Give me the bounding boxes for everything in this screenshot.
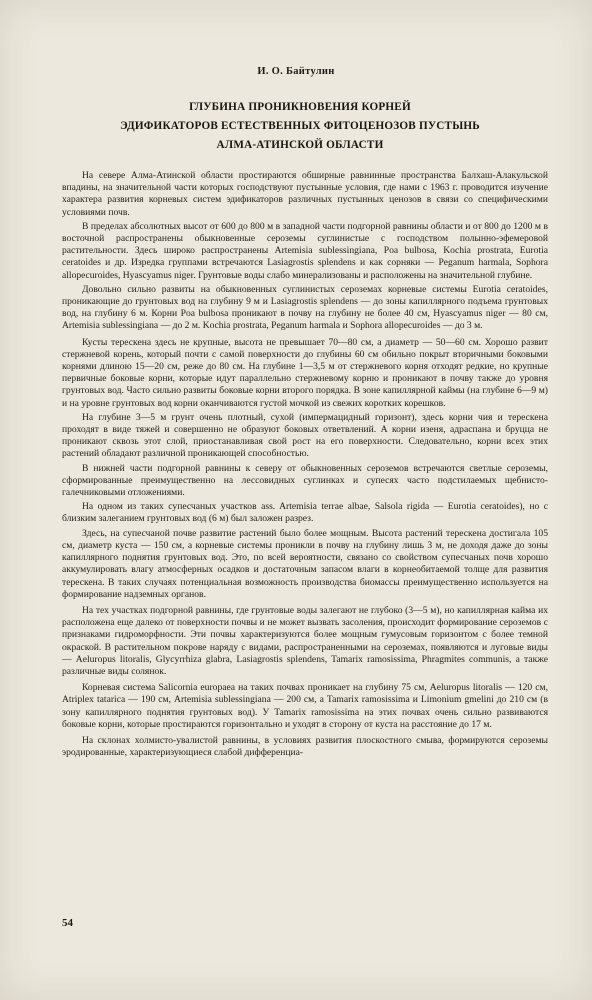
paragraph-5: На глубине 3—5 м грунт очень плотный, сухой (импермацидный горизонт), здесь корни чия и терескена проходят в виде тяжей и совершенно не образуют боковых ответвлений. А корни изеня, адраспана и бруцца не проникают сквозь этот слой, приостанавливая свой рост на его поверхности. Следовательно, корни всех этих растений обладают различной проникающей способностью. — [62, 411, 548, 460]
title-line-1: ГЛУБИНА ПРОНИКНОВЕНИЯ КОРНЕЙ — [189, 101, 411, 113]
page-number: 54 — [62, 917, 73, 929]
article-body — [62, 170, 548, 761]
show-through-marks — [330, 6, 570, 36]
paragraph-7: На одном из таких супесчаных участков ass. Artemisia terrae albae, Salsola rigida — Eurotia ceratoides), но с близким залеганием грунтовых вод (6 м) был заложен разрез. — [62, 501, 548, 525]
paragraph-2: В пределах абсолютных высот от 600 до 800 м в западной части подгорной равнины области и от 800 до 1200 м в восточной распространены обыкновенные сероземы суглинистые с господством полынно-эфемеровой растительности. Здесь широко распространены Artemisia sublessingiana, Poa bulbosa, Kochia prostrata, Eurotia ceratoides и др. Изредка группами встречаются Lasiagrostis splendens и как сорняки — Peganum harmala, Sophora allopecuroides, Hyascyamus niger. Грунтовые воды слабо минерализованы и расположены на значительной глубине. — [62, 220, 548, 281]
title-line-2: ЭДИФИКАТОРОВ ЕСТЕСТВЕННЫХ ФИТОЦЕНОЗОВ ПУСТЫНЬ — [120, 120, 480, 132]
paragraph-9: На тех участках подгорной равнины, где грунтовые воды залегают не глубоко (3—5 м), но капиллярная кайма их расположена еще далеко от поверхности почвы и не может вызвать засоления, происходит формирование сероземов с признаками гидроморфности. Эти почвы характеризуются более мощным гумусовым горизонтом с более темной окраской. В растительном покрове наряду с видами, распространенными на сероземах, появляются и луговые виды — Aeluropus litoralis, Glycyrrhiza glabra, Lasiagrostis splendens, Tamarix ramosissima, Phragmites communis, а также различные виды солянок. — [62, 604, 548, 677]
article-title — [60, 98, 540, 155]
paragraph-4: Кусты терескена здесь не крупные, высота не превышает 70—80 см, а диаметр — 50—60 см. Хорошо развит стержневой корень, который почти с самой поверхности до глубины 60 см обильно покрыт вторичными боковыми корнями длиною 15—20 см, реже до 80 см. На глубине 1—3,5 м от стержневого корня отходят редкие, но крупные первичные боковые корни, которые идут параллельно стержневому корню и проникают в почву также до уровня грунтовых вод. Часто сильно развиты боковые корни второго порядка. В зоне капиллярной каймы (на глубине 6—9 м) и на уровне грунтовых вод корни оканчиваются густой мочкой из свежих коротких корешков. — [62, 336, 548, 409]
paragraph-8: Здесь, на супесчаной почве развитие растений было более мощным. Высота растений терескена достигала 105 см, диаметр куста — 150 см, а корневые системы проникли в почву на глубину лишь 3 м, не доходя даже до зоны капиллярного поднятия грунтовых вод. Это, по всей вероятности, связано со свойством супесчаных почв хорошо аккумулировать влагу атмосферных осадков и достаточным запасом влаги в корнеобитаемой толще для развития терескена. В таких случаях потенциальная возможность производства биомассы преимущественно используется на формирование надземных органов. — [62, 527, 548, 600]
author-name: И. О. Байтулин — [257, 66, 335, 77]
paragraph-1: На севере Алма-Атинской области простираются обширные равнинные пространства Балхаш-Алакульской впадины, на значительной части которых господствуют пустынные условия, где нами с 1963 г. проводится изучение характера развития корневых систем эдификаторов различных пустынных ценозов в связи со специфическими условиями почв. — [62, 170, 548, 218]
paragraph-11: На склонах холмисто-увалистой равнины, в условиях развития плоскостного смыва, формируются сероземы эродированные, характеризующиеся слабой дифференциа- — [62, 734, 548, 759]
paragraph-10: Корневая система Salicornia europaea на таких почвах проникает на глубину 75 см, Aeluropus litoralis — 120 см, Atriplex tatarica — 190 см, Artemisia sublessingiana — 200 см, а Tamarix ramosissima и Limonium gmelini до 210 см (в зону капиллярного поднятия грунтовых вод). У Tamarix ramosissima на этих почвах очень сильно развиваются боковые корни, которые простираются горизонтально и уходят в сторону от куста на расстояние до 17 м. — [62, 682, 548, 730]
paragraph-6: В нижней части подгорной равнины к северу от обыкновенных сероземов встречаются светлые сероземы, сформированные преимущественно на лессовидных суглинках и супесях часто подстилаемых щебнисто-галечниковыми отложениями. — [62, 462, 548, 499]
paragraph-3: Довольно сильно развиты на обыкновенных суглинистых сероземах корневые системы Eurotia ceratoides, проникающие до грунтовых вод на глубину 9 м и Lasiagrostis splendens — до зоны капиллярного подъема грунтовых вод, на глубину 6 м. Корни Poa bulbosa проникают в почву на глубину не более 40 см, Hyascyamus niger — 80 см, Artemisia sublessingiana — до 2 м. Kochia prostrata, Peganum harmala и Sophora allopecuroides — до 3 м. — [62, 283, 548, 332]
title-line-3: АЛМА-АТИНСКОЙ ОБЛАСТИ — [216, 139, 384, 151]
